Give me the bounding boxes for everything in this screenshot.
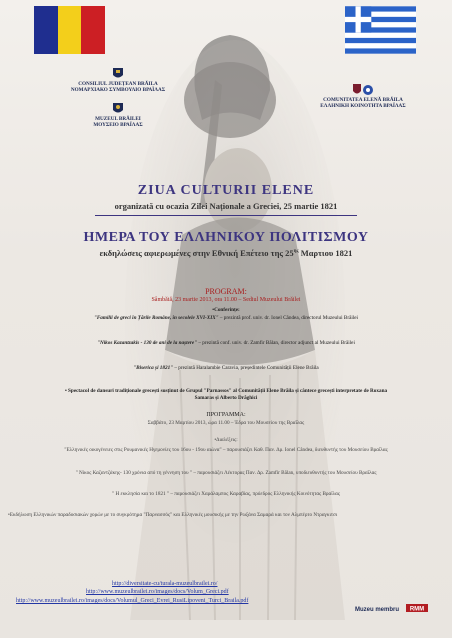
rmm-logo-text: RMM (409, 606, 425, 613)
link-diversitate[interactable]: http://diversitate-cu/turala-muzeulbrailei.ro/ (112, 581, 218, 587)
conference-item-gr: "Ελληνικές οικογένειες στις Ρουμανικές Ηγεμονίες του 16ου - 19ου αιώνα" – παρουσιάζει Καθ. Παν. Δρ. Ionel Cândea, διευθυντής του Μουσείου Βραΐλας (64, 447, 388, 453)
greek-community-logo (308, 84, 418, 109)
museum-crest-icon (113, 103, 123, 115)
conferences-heading-gr: •Διαλέξεις: (214, 437, 238, 443)
program-date-ro: Sâmbătă, 23 martie 2013, ora 11.00 – Sediul Muzeului Brăilei (151, 297, 301, 303)
rmm-logo-icon (406, 604, 428, 616)
county-council-name-ro: CONSILIUL JUDEȚEAN BRĂILA (78, 81, 158, 87)
conference-item-gr: " Η εκκλησία και το 1821 " – παρουσιάζει Χαράλαμπος Καραβίας, πρόεδρος Ελληνικής Κοινότητας Βραΐλας (112, 491, 340, 497)
braila-museum-name-gr: ΜΟΥΣΕΙΟ ΒΡΑΪΛΑΣ (93, 122, 143, 128)
dance-show-gr: •Εκδήλωση Ελληνικών παραδοσιακών χορών με το συγκρότημα "Παρνασσός" και Ελληνικές μουσικής με την Ρωξάνα Σαμαρά και τον Αλμπέρτο Ντραγκιτσι (8, 512, 338, 518)
conference-title-ro: "Biserica și 1821" (133, 365, 174, 371)
program-date-gr: Σαββάτο, 23 Μαρτίου 2013, ώρα 11.00 – Έδρα του Μουσείου της Βραΐλας (147, 420, 305, 426)
subtitle-greek-end: Μαρτιου 1821 (298, 248, 353, 258)
title-divider (95, 215, 357, 216)
conference-speaker-ro: – prezintă conf. univ. dr. Zamfir Bălan, director adjunct al Muzeului Brăilei (197, 340, 355, 346)
conference-item-ro (10, 340, 442, 347)
county-council-name-gr: ΝΟΜΑΡΧΙΑΚΟ ΣΥΜΒΟΥΛΙΟ ΒΡΑΪΛΑΣ (70, 87, 166, 93)
community-emblem-icon (352, 84, 374, 96)
conference-item-gr: " Νίκος Καζαντζάκης- 130 χρόνια από τη γέννηση του " – παρουσιάζει Λέκτορας Παν. Δρ. Zamfir Bălan, υποδιευθυντής του Μουσείου Βραΐλας (75, 470, 377, 476)
subtitle-greek (0, 248, 452, 258)
county-crest-icon (113, 68, 123, 80)
museum-member-label: Muzeu membru (355, 607, 400, 613)
dance-show-ro: • Spectacol de dansuri tradiționale grecești susținut de Grupul "Parnassos" al Comunității Elene Brăila și cântece grecești interpretate de Roxana Samaras și Alberto Drăghici (64, 388, 388, 401)
conference-title-ro: "Familii de greci în Țările Române, în secolele XVI-XIX" (93, 315, 219, 321)
program-heading-gr: ΠΡΟΓΡΑΜΜΑ: (206, 412, 246, 418)
subtitle-greek-text: εκδηλώσεις αφιερωμένες στην Εθνική Επέτειο της 25 (99, 248, 294, 258)
conference-speaker-ro: – prezintă Haralambie Caravia, președintele Comunității Elene Brăila (173, 365, 319, 371)
link-volum-greci-evrei[interactable]: http://www.muzeulbrailei.ro/images/docs/Volumul_Greci_Evrei_RusiLipoveni_Turci_Braila.pdf (16, 598, 249, 604)
greek-community-name-gr: ΕΛΛΗΝΙΚΗ ΚΟΙΝΟΤΗΤΑ ΒΡΑΪΛΑΣ (320, 103, 406, 109)
romania-flag-icon (34, 6, 105, 54)
county-council-logo (63, 68, 173, 93)
subtitle-romanian: organizată cu ocazia Zilei Naționale a Greciei, 25 martie 1821 (114, 201, 338, 211)
greek-community-name-ro: COMUNITATEA ELENĂ BRĂILA (323, 97, 403, 103)
greece-flag-icon (345, 6, 416, 54)
conferences-heading-ro: •Conferințe: (212, 307, 240, 313)
braila-museum-name-ro: MUZEUL BRĂILEI (95, 116, 141, 122)
subtitle-greek-sup: ης (293, 249, 299, 255)
program-heading-ro: PROGRAM: (205, 287, 247, 296)
link-volum-greci[interactable]: http://www.muzeulbrailei.ro/images/docs/Volum_Greci.pdf (86, 589, 229, 595)
title-greek: ΗΜΕΡΑ ΤΟΥ ΕΛΛΗΝΙΚΟΥ ΠΟΛΙΤΙΣΜΟΥ (83, 230, 369, 245)
title-romanian: ZIUA CULTURII ELENE (137, 183, 315, 198)
conference-title-ro: "Nikos Kazantzakis - 130 de ani de la naștere" (97, 340, 198, 346)
conference-item-ro (10, 365, 442, 372)
conference-speaker-ro: – prezintă prof. univ. dr. Ionel Cândea, directorul Muzeului Brăilei (218, 315, 359, 321)
braila-museum-logo (63, 103, 173, 128)
conference-item-ro (10, 315, 442, 322)
